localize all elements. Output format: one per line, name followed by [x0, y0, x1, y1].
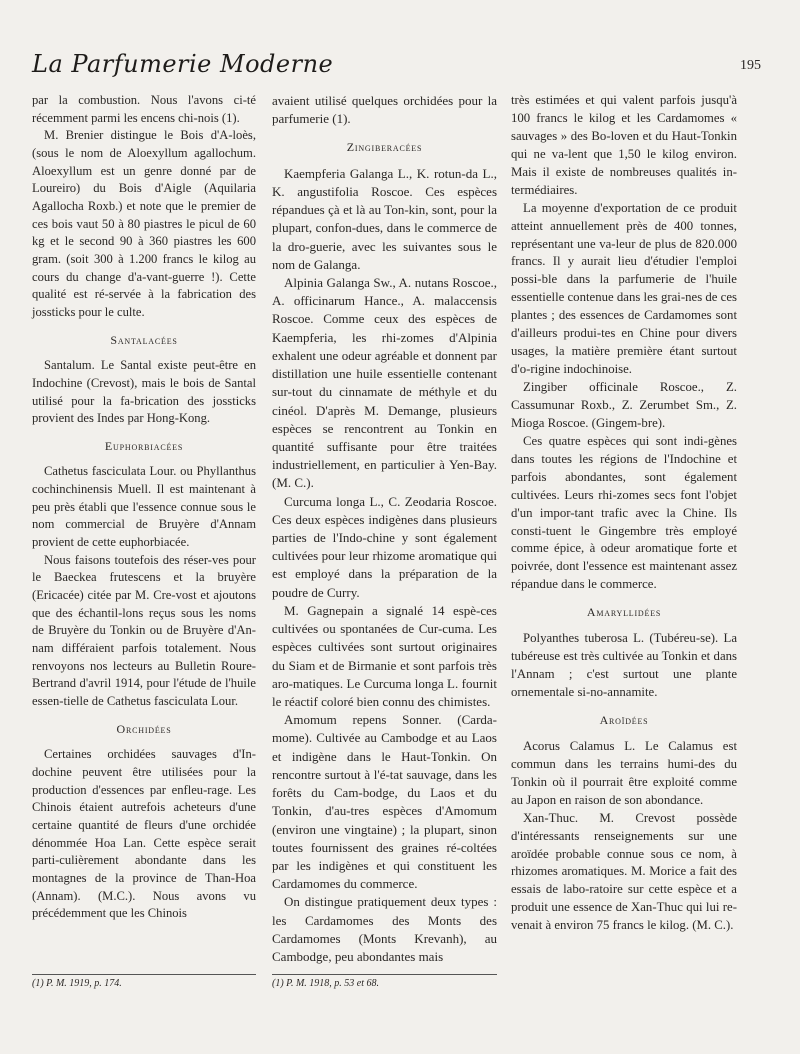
paragraph: Amomum repens Sonner. (Carda-mome). Cultivée au Cambodge et au Laos et indigène dans le Haut-Tonkin. On rencontre surtout à l'é-tat sauvage, dans les forêts du Cam-bodge, du Laos et du Tonkin, d'au-tres espèces d'Amomum (environ une vingtaine) ; la plupart, sinon toutes fournissent des graines ré-coltées par les indigènes et qui constituent les Cardamomes du commerce. — [272, 712, 497, 892]
section-heading: Orchidées — [116, 721, 172, 736]
paragraph: Zingiber officinale Roscoe., Z. Cassumunar Roxb., Z. Zerumbet Sm., Z. Mioga Roscoe. (Gingem-bre). — [511, 380, 737, 430]
footnote-column-1: (1) P. M. 1919, p. 174. — [32, 974, 256, 989]
paragraph: M. Gagnepain a signalé 14 espè-ces cultivées ou spontanées de Cur-cuma. Les espèces cultivées sont surtout originaires du Siam et de Birmanie et sont parfois très aro-matiques. Le Curcuma longa L. fournit le réactif coloré bien connu des chimistes. — [272, 602, 497, 709]
paragraph: Alpinia Galanga Sw., A. nutans Roscoe., A. officinarum Hance., A. malaccensis Roscoe. Comme ceux des espèces de Kaempferia, les rhi-zomes d'Alpinia exhalent une odeur agréable et donnent par distillation une huile essentielle contenant sur-tout du cinnamate de méthyle et du cinéol. D'après M. Demange, plusieurs espèces se rencontrent au Tonkin en quantité suffisante pour être traitées industriellement, en particulier à Yen-Bay. (M. C.). — [272, 274, 497, 491]
section-heading: Euphorbiacées — [104, 438, 184, 453]
paragraph: On distingue pratiquement deux types : les Cardamomes des Monts des Cardamomes (Monts Krevanh), au Cambodge, peu abondantes mais — [272, 894, 497, 965]
paragraph: Nous faisons toutefois des réser-ves pour le Baeckea frutescens et la bruyère (Ericacée) citée par M. Cre-vost et ajoutons que des échantil-lons reçus sous les noms de Bruyère du Tonkin ou de Bruyère d'An-nam différaient parfois totalement. Nous renvoyons nos lecteurs au Bulletin Roure-Bertrand d'avril 1914, pour l'étude de l'huile essen-tielle de Cathetus fasciculata Lour. — [32, 552, 256, 708]
paragraph: Polyanthes tuberosa L. (Tubéreu-se). La tubéreuse est très cultivée au Tonkin et dans l'Annam ; c'est surtout une plante ornementale si-no-annamite. — [511, 631, 737, 699]
section-heading: Aroïdées — [599, 712, 649, 727]
paragraph: Certaines orchidées sauvages d'In-dochine peuvent être utilisées pour la production d'essences par enfleu-rage. Les Chinois étaient autrefois acheteurs d'une certaine quantité de fleurs d'une orchidée dénommée Hoa Lan. Cette espèce serait parti-culièrement abondante dans les montagnes de la province de Than-Hoa (Annam). (M.C.). Nous avons vu précédemment que les Chinois — [32, 747, 256, 921]
section-heading: Zingiberacées — [346, 140, 423, 155]
section-heading: Amaryllidées — [586, 605, 662, 620]
paragraph: Cathetus fasciculata Lour. ou Phyllanthus cochinchinensis Muell. Il est maintenant à peu près établi que l'essence connue sous le nom commercial de Bruyère d'Annam provient de cette euphorbiacée. — [32, 464, 256, 550]
paragraph: M. Brenier distingue le Bois d'A-loès, (sous le nom de Aloexyllum agallochum. Aloexyllum est un genre donné par de Loureiro) du Bois d'Aigle (Aquilaria Agallocha Roxb.) et note que le premier de ces bois vaut 50 à 80 piastres le picul de 60 kg et le second 90 à 360 piastres les 600 gram. (soit 300 à 1.200 francs le kilog au cours du change d'a-vant-guerre !). Cette qualité est ré-servée à la fabrication des jossticks pour le culte. — [32, 128, 256, 319]
paragraph: Ces quatre espèces qui sont indi-gènes dans toutes les régions de l'Indochine et parfois abondantes, sont également cultivées. Leurs rhi-zomes secs font l'objet d'un impor-tant trafic avec la Chine. Ils consti-tuent le Gingembre très employé comme épice, à odeur aromatique forte et poivrée, dont l'essence est maintenant assez répandue dans le commerce. — [511, 433, 737, 592]
page-number: 195 — [740, 58, 761, 73]
page-header — [0, 0, 800, 90]
paragraph: Curcuma longa L., C. Zeodaria Roscoe. Ces deux espèces indigènes dans plusieurs parties de l'Indo-chine y sont également cultivées pour leur rhizome aromatique qui est employé dans la préparation de la poudre de Curry. — [272, 493, 497, 600]
paragraph: Kaempferia Galanga L., K. rotun-da L., K. angustifolia Roscoe. Ces espèces répandues çà et là au Ton-kin, sont, pour la plupart, confon-dues, dans le commerce de la dro-guerie, avec les suivantes sous le nom de Galanga. — [272, 165, 497, 272]
column-3 — [511, 92, 737, 935]
column-1 — [32, 92, 256, 923]
paragraph: La moyenne d'exportation de ce produit atteint annuellement près de 400 tonnes, représentant une va-leur de plus de 820.000 francs. Il y aurait lieu d'étudier l'emploi possi-ble dans la parfumerie de l'huile essentielle contenue dans les grai-nes de ces plantes ; des essences de Cardamomes sont d'ailleurs produi-tes en Chine pour divers usages, la matière première étant surtout d'o-rigine indochinoise. — [511, 200, 737, 377]
paragraph: par la combustion. Nous l'avons ci-té récemment parmi les encens chi-nois (1). — [32, 93, 256, 125]
paragraph: Santalum. Le Santal existe peut-être en Indochine (Crevost), mais le bois de Santal utilisé pour la fa-brication des jossticks provient des Indes par Hong-Kong. — [32, 358, 256, 426]
paragraph: Xan-Thuc. M. Crevost possède d'intéressants renseignements sur une aroïdée probable connue sous ce nom, à rhizomes aromatiques. M. Morice a fait des essais de labo-ratoire sur cette espèce et a produit une essence de Xan-Thuc qui lui re-venait à environ 75 francs le kilog. (M. C.). — [511, 810, 737, 933]
section-heading: Santalacées — [110, 332, 178, 347]
paragraph: Acorus Calamus L. Le Calamus est commun dans les terrains humi-des du Tonkin où il pourrait être exploité comme au Japon en raison de son abondance. — [511, 738, 737, 807]
masthead-title: La Parfumerie Moderne — [32, 50, 334, 78]
paragraph: avaient utilisé quelques orchidées pour la parfumerie (1). — [272, 93, 497, 127]
column-2 — [272, 92, 497, 966]
footnote-column-2: (1) P. M. 1918, p. 53 et 68. — [272, 974, 497, 989]
paragraph: très estimées et qui valent parfois jusqu'à 100 francs le kilog et les Cardamomes « sauvages » des Bo-loven et du Haut-Tonkin qui ne va-lent que 1,50 le kilog environ. Mais il existe de nombreuses qualités in-termédiaires. — [511, 93, 737, 197]
